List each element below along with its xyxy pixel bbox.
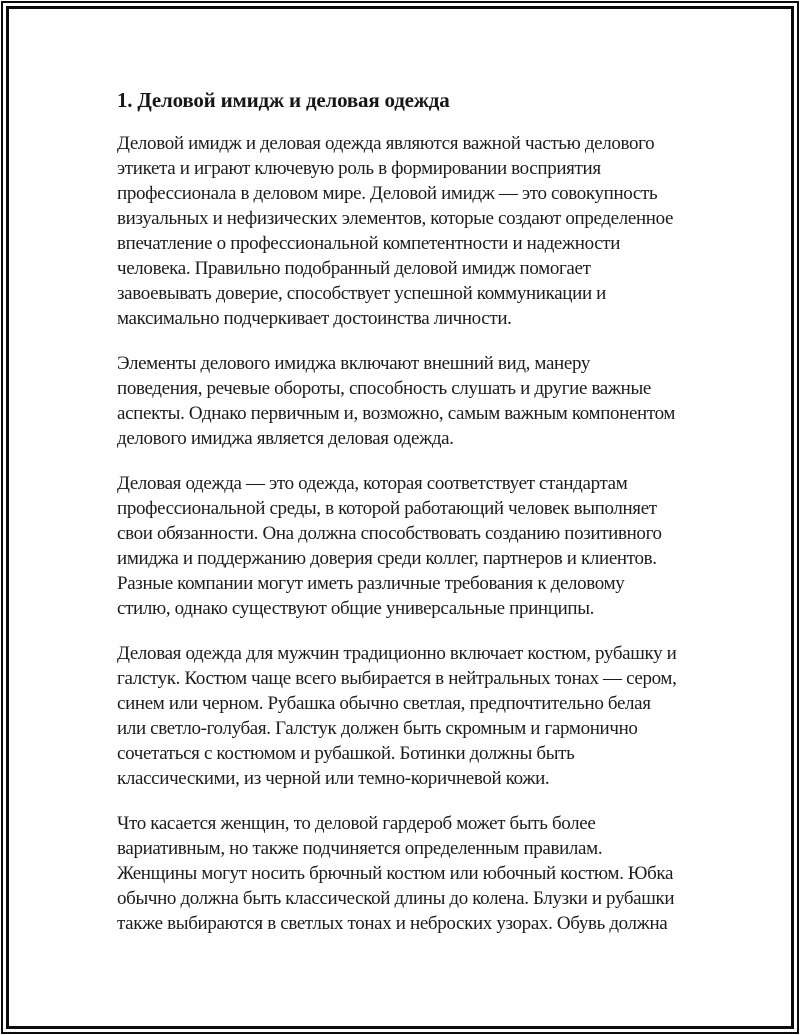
text-line: аспекты. Однако первичным и, возможно, самым важным компонентом (117, 403, 676, 424)
text-line: профессиональной среды, в которой работающий человек выполняет (117, 498, 657, 519)
text-line: также выбираются в светлых тонах и неброских узорах. Обувь должна (117, 913, 668, 934)
text-line: впечатление о профессиональной компетентности и надежности (117, 233, 621, 254)
text-line: сочетаться с костюмом и рубашкой. Ботинки должны быть (117, 743, 575, 764)
text-line: Что касается женщин, то деловой гардероб может быть более (117, 813, 596, 834)
text-line: профессионала в деловом мире. Деловой имидж — это совокупность (117, 183, 658, 204)
text-line: Деловая одежда — это одежда, которая соответствует стандартам (117, 473, 628, 494)
paragraph-1 (117, 131, 703, 331)
page-outer-border (1, 1, 799, 1034)
text-line: завоевывать доверие, способствует успешной коммуникации и (117, 283, 606, 304)
paragraph-2 (117, 351, 703, 451)
text-line: визуальных и нефизических элементов, которые создают определенное (117, 208, 674, 229)
text-line: Разные компании могут иметь различные требования к деловому (117, 573, 625, 594)
text-line: свои обязанности. Она должна способствовать созданию позитивного (117, 523, 662, 544)
text-line: стилю, однако существуют общие универсальные принципы. (117, 598, 595, 619)
text-line: максимально подчеркивает достоинства личности. (117, 308, 512, 329)
text-line: Деловая одежда для мужчин традиционно включает костюм, рубашку и (117, 643, 677, 664)
text-line: этикета и играют ключевую роль в формировании восприятия (117, 158, 601, 179)
text-line: синем или черном. Рубашка обычно светлая, предпочтительно белая (117, 693, 651, 714)
text-line: Элементы делового имиджа включают внешний вид, манеру (117, 353, 591, 374)
page-inner-border (6, 6, 794, 1029)
page-content (9, 9, 791, 1026)
text-line: поведения, речевые обороты, способность слушать и другие важные (117, 378, 651, 399)
text-line: классическими, из черной или темно-коричневой кожи. (117, 768, 550, 789)
paragraph-3 (117, 471, 703, 621)
text-line: Женщины могут носить брючный костюм или юбочный костюм. Юбка (117, 863, 674, 884)
paragraph-4 (117, 641, 703, 791)
text-line: делового имиджа является деловая одежда. (117, 428, 454, 449)
text-line: имиджа и поддержанию доверия среди коллег, партнеров и клиентов. (117, 548, 657, 569)
paragraph-5 (117, 811, 703, 936)
section-title: 1. Деловой имидж и деловая одежда (117, 88, 450, 112)
text-line: обычно должна быть классической длины до колена. Блузки и рубашки (117, 888, 675, 909)
text-line: человека. Правильно подобранный деловой имидж помогает (117, 258, 591, 279)
text-line: Деловой имидж и деловая одежда являются важной частью делового (117, 133, 655, 154)
text-line: или светло-голубая. Галстук должен быть скромным и гармонично (117, 718, 638, 739)
text-line: вариативным, но также подчиняется определенным правилам. (117, 838, 603, 859)
text-line: галстук. Костюм чаще всего выбирается в нейтральных тонах — сером, (117, 668, 677, 689)
